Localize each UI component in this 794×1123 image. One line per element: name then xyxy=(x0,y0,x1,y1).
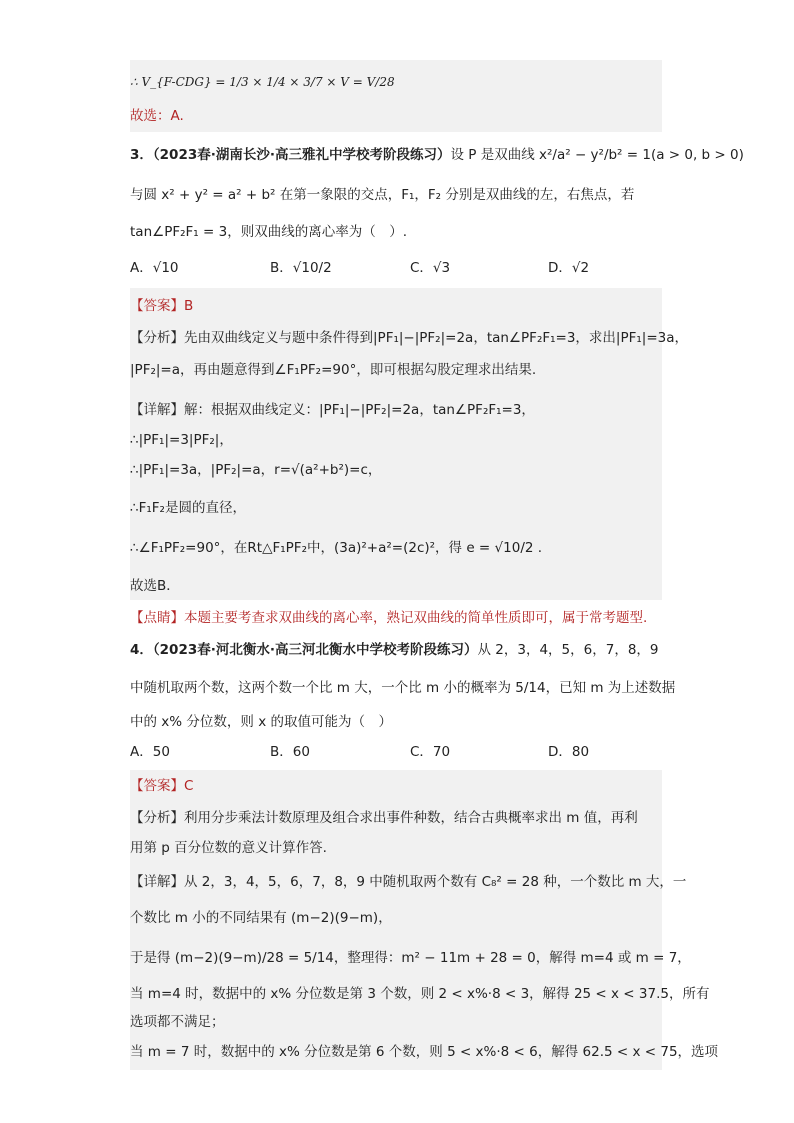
q3-detail-line5: ∴∠F₁PF₂=90°，在Rt△F₁PF₂中，(3a)²+a²=(2c)²，得 e = √10/2 . xyxy=(130,540,543,556)
q3-detail-line1: 【详解】解：根据双曲线定义：|PF₁|−|PF₂|=2a，tan∠PF₂F₁=3， xyxy=(130,402,535,418)
q4-detail-line4: 当 m=4 时，数据中的 x% 分位数是第 3 个数，则 2 < x%·8 < 3，解得 25 < x < 37.5，所有 xyxy=(130,986,710,1002)
q4-answer: 【答案】C xyxy=(130,778,194,794)
prev-formula: ∴ V_{F-CDG} = 1/3 × 1/4 × 3/7 × V = V/28 xyxy=(130,75,395,89)
q3-text1: 设 P 是双曲线 x²/a² − y²/b² = 1(a > 0, b > 0) xyxy=(450,147,744,163)
q4-detail-line5: 选项都不满足； xyxy=(130,1014,225,1030)
q3-source: （2023春·湖南长沙·高三雅礼中学校考阶段练习） xyxy=(152,147,451,163)
q3-analysis-line2: |PF₂|=a，再由题意得到∠F₁PF₂=90°，即可根据勾股定理求出结果. xyxy=(130,362,537,378)
q4-analysis-line1: 【分析】利用分步乘法计数原理及组合求出事件种数，结合古典概率求出 m 值，再利 xyxy=(130,810,638,826)
q3-option-c: C．√3 xyxy=(410,260,451,276)
q4-detail-line1: 【详解】从 2，3，4，5，6，7，8，9 中随机取两个数有 C₈² = 28 种，一个数比 m 大，一 xyxy=(130,874,687,890)
q3-answer: 【答案】B xyxy=(130,298,194,314)
q4-option-d: D．80 xyxy=(548,744,590,760)
q3-detail-line2: ∴|PF₁|=3|PF₂|， xyxy=(130,432,233,448)
q4-detail-line3: 于是得 (m−2)(9−m)/28 = 5/14，整理得：m² − 11m + 28 = 0，解得 m=4 或 m = 7， xyxy=(130,950,691,966)
q3-choose: 故选B． xyxy=(130,578,180,594)
q4-detail-line6: 当 m = 7 时，数据中的 x% 分位数是第 6 个数，则 5 < x%·8 < 6，解得 62.5 < x < 75，选项 xyxy=(130,1044,719,1060)
q4-option-b: B．60 xyxy=(270,744,310,760)
q3-line1 xyxy=(130,145,744,165)
q4-source: （2023春·河北衡水·高三河北衡水中学校考阶段练习） xyxy=(152,642,478,658)
q4-option-a: A．50 xyxy=(130,744,170,760)
q4-detail-line2: 个数比 m 小的不同结果有 (m−2)(9−m)， xyxy=(130,910,392,926)
q3-detail-line3: ∴|PF₁|=3a，|PF₂|=a，r=√(a²+b²)=c， xyxy=(130,462,382,478)
q3-detail-line4: ∴F₁F₂是圆的直径， xyxy=(130,500,246,516)
q4-line2: 中随机取两个数，这两个数一个比 m 大，一个比 m 小的概率为 5/14，已知 m 为上述数据 xyxy=(130,680,676,696)
q3-option-a: A．√10 xyxy=(130,260,179,276)
q4-line3: 中的 x% 分位数，则 x 的取值可能为（ ） xyxy=(130,714,392,730)
q3-option-d: D．√2 xyxy=(548,260,590,276)
q3-comment-text: 【点睛】本题主要考查求双曲线的离心率，熟记双曲线的简单性质即可，属于常考题型. xyxy=(130,610,648,626)
q4-line1 xyxy=(130,640,659,660)
q3-line3: tan∠PF₂F₁ = 3，则双曲线的离心率为（ ）. xyxy=(130,224,407,240)
prev-solution-block xyxy=(130,60,662,132)
q3-line2: 与圆 x² + y² = a² + b² 在第一象限的交点，F₁，F₂ 分别是双曲线的左，右焦点，若 xyxy=(130,187,635,203)
q3-number: 3． xyxy=(130,147,153,163)
q3-option-b: B．√10/2 xyxy=(270,260,332,276)
q4-number: 4． xyxy=(130,642,153,658)
q3-analysis-line1: 【分析】先由双曲线定义与题中条件得到|PF₁|−|PF₂|=2a，tan∠PF₂F₁=3，求出|PF₁|=3a， xyxy=(130,330,689,346)
q4-text1: 从 2，3，4，5，6，7，8，9 xyxy=(477,642,659,658)
q3-comment xyxy=(130,608,647,628)
q4-analysis-line2: 用第 p 百分位数的意义计算作答. xyxy=(130,840,327,856)
prev-choose: 故选：A. xyxy=(130,108,184,124)
q4-option-c: C．70 xyxy=(410,744,451,760)
